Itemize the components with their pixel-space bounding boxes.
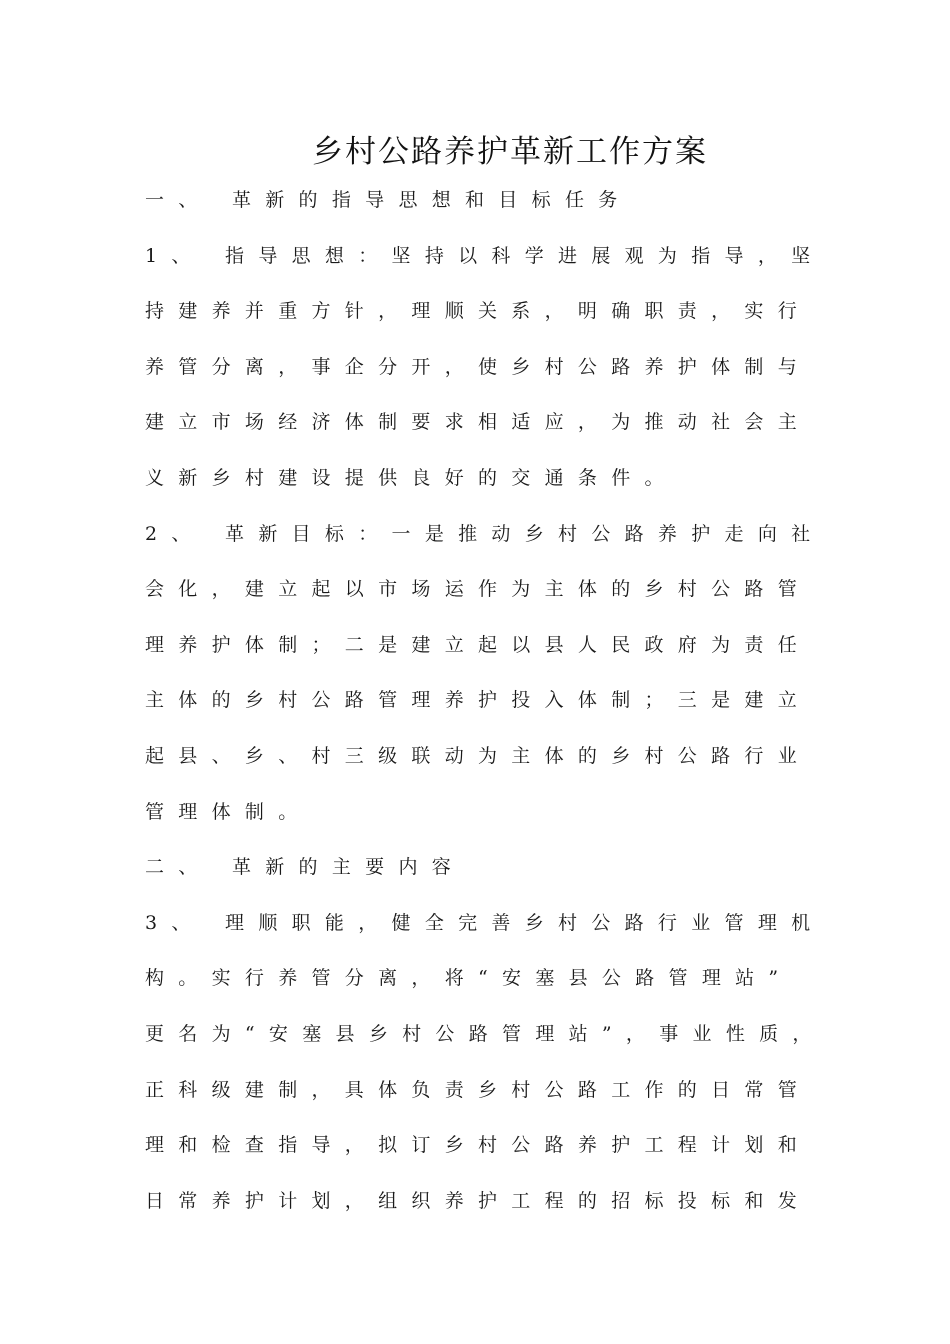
document-body: [145, 186, 845, 1242]
body-line: 理和检查指导，拟订乡村公路养护工程计划和: [145, 1134, 812, 1157]
body-line: 义新乡村建设提供良好的交通条件。: [145, 466, 678, 489]
body-line: 建立市场经济体制要求相适应，为推动社会主: [145, 411, 812, 434]
body-line: 2、 革新目标：一是推动乡村公路养护走向社: [145, 522, 825, 545]
body-line: 管理体制。: [145, 800, 312, 823]
body-line: 会化，建立起以市场运作为主体的乡村公路管: [145, 578, 812, 601]
body-line: 正科级建制，具体负责乡村公路工作的日常管: [145, 1078, 812, 1101]
body-line: 3、 理顺职能，健全完善乡村公路行业管理机: [145, 911, 825, 934]
body-line: 持建养并重方针，理顺关系，明确职责，实行: [145, 300, 812, 323]
body-line: 日常养护计划，组织养护工程的招标投标和发: [145, 1189, 812, 1212]
document-title: 乡村公路养护革新工作方案: [312, 134, 708, 170]
body-line: 起县、乡、村三级联动为主体的乡村公路行业: [145, 744, 812, 767]
body-line: 一、 革新的指导思想和目标任务: [145, 189, 632, 211]
body-line: 构。实行养管分离，将“安塞县公路管理站”: [145, 967, 793, 990]
body-line: 1、 指导思想：坚持以科学进展观为指导，坚: [145, 244, 825, 267]
body-line: 养管分离，事企分开，使乡村公路养护体制与: [145, 355, 812, 378]
body-line: 更名为“安塞县乡村公路管理站”，事业性质，: [145, 1022, 826, 1045]
body-line: 二、 革新的主要内容: [145, 856, 466, 879]
body-line: 理养护体制；二是建立起以县人民政府为责任: [145, 633, 812, 656]
body-line: 主体的乡村公路管理养护投入体制；三是建立: [145, 689, 812, 712]
